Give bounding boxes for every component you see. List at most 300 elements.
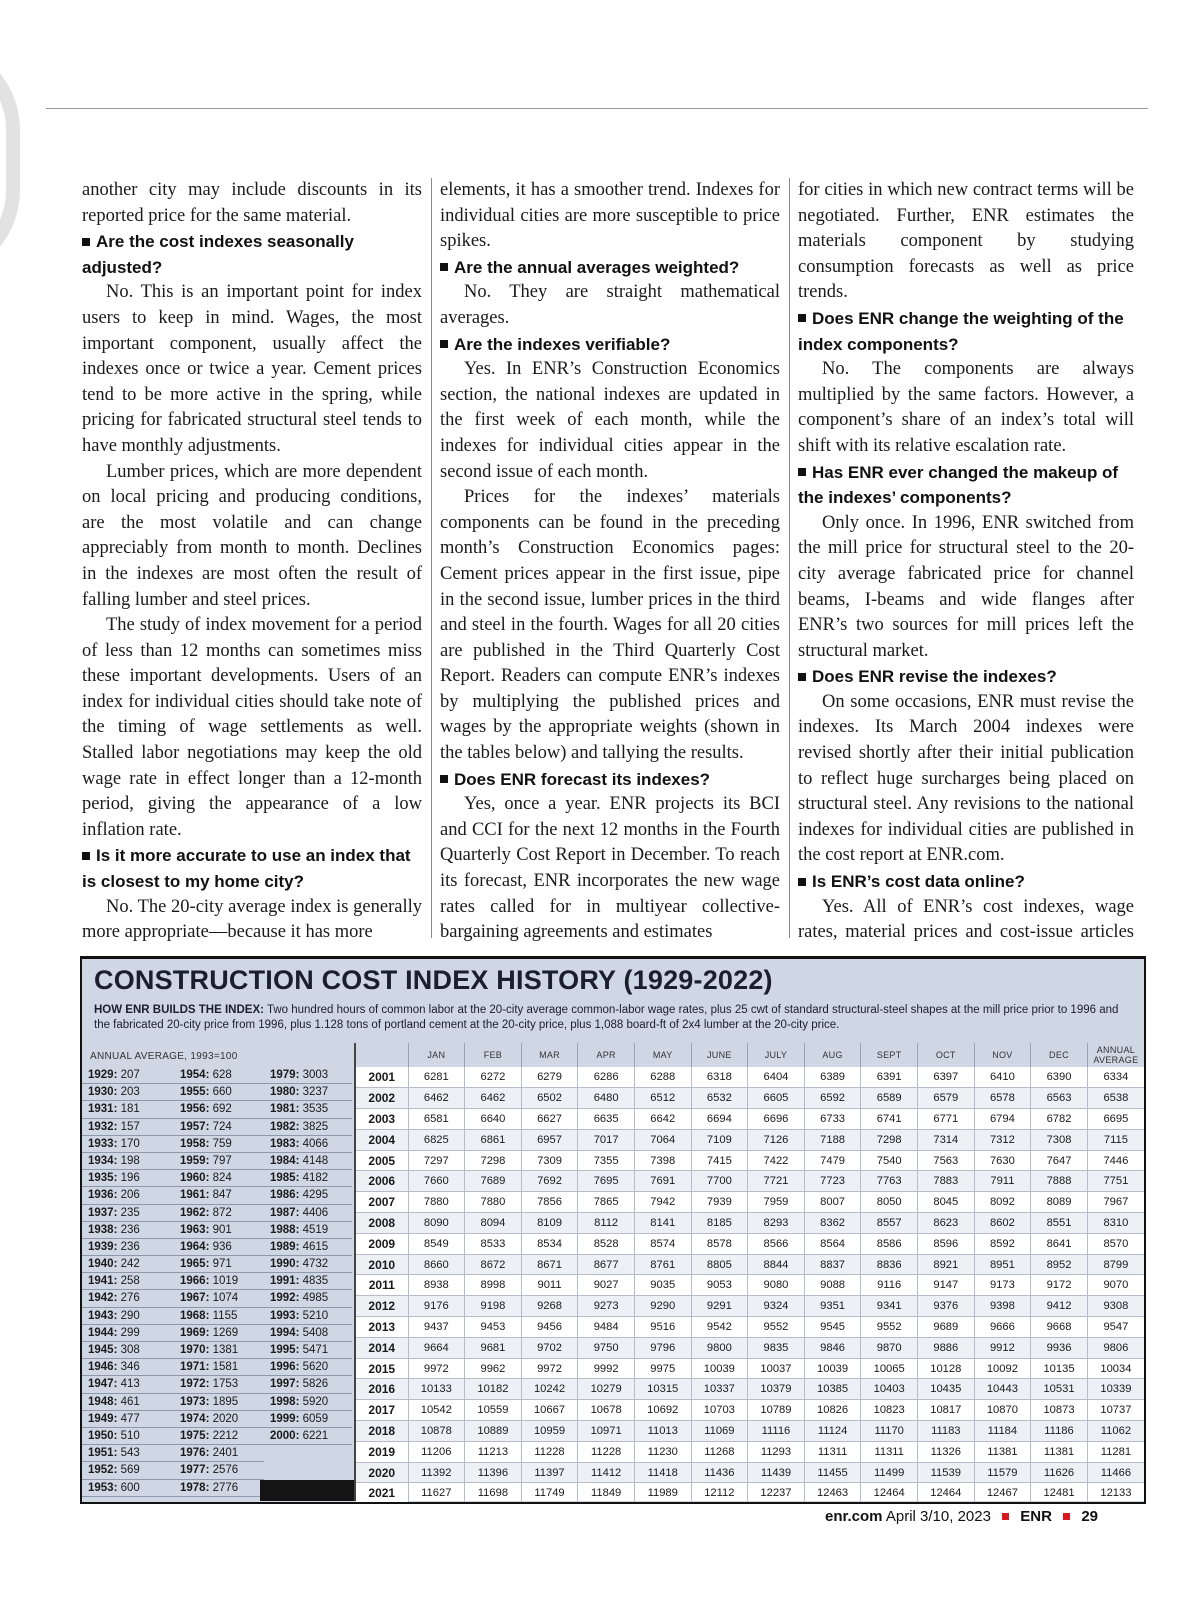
annual-average-item xyxy=(174,1462,264,1479)
index-value: 8564 xyxy=(804,1233,861,1254)
row-year: 2001 xyxy=(356,1067,408,1088)
body-paragraph xyxy=(82,178,422,229)
annual-average-item xyxy=(264,1222,352,1239)
separator: : xyxy=(205,1292,213,1305)
index-value: 7312 xyxy=(974,1129,1031,1150)
index-value: 6733 xyxy=(804,1109,861,1130)
paragraph-text: No. The 20-city average index is generally more appropriate—because it has more xyxy=(82,896,422,943)
monthly-index-panel xyxy=(354,1043,1144,1501)
annual-average-column xyxy=(174,1067,264,1497)
index-value: 10039 xyxy=(691,1358,748,1379)
index-value: 7309 xyxy=(521,1150,578,1171)
separator: : xyxy=(205,1137,213,1150)
index-value: 7967 xyxy=(1087,1192,1144,1213)
annual-value: 692 xyxy=(212,1103,232,1116)
index-value: 11539 xyxy=(917,1462,974,1483)
annual-average-item xyxy=(82,1308,174,1325)
bullet-square-icon xyxy=(798,878,806,886)
month-header-row xyxy=(356,1043,1144,1067)
table-grid xyxy=(82,1043,1144,1501)
annual-value: 4406 xyxy=(302,1206,329,1219)
index-value: 8310 xyxy=(1087,1213,1144,1234)
index-value: 7939 xyxy=(691,1192,748,1213)
index-value: 9796 xyxy=(634,1337,691,1358)
annual-value: 235 xyxy=(120,1206,140,1219)
index-value: 10279 xyxy=(578,1379,635,1400)
index-value: 10443 xyxy=(974,1379,1031,1400)
separator: : xyxy=(295,1069,303,1081)
separator: : xyxy=(205,1223,213,1236)
index-value: 7856 xyxy=(521,1192,578,1213)
index-value: 6695 xyxy=(1087,1109,1144,1130)
annual-value: 1155 xyxy=(212,1309,238,1322)
annual-average-item xyxy=(264,1273,352,1290)
annual-average-item xyxy=(264,1136,352,1153)
index-value: 9341 xyxy=(861,1296,918,1317)
annual-average-item xyxy=(174,1428,264,1445)
annual-average-item xyxy=(174,1273,264,1290)
index-value: 8805 xyxy=(691,1254,748,1275)
annual-year: 1980 xyxy=(270,1086,296,1099)
footer-magazine: ENR xyxy=(1020,1508,1052,1525)
annual-value: 198 xyxy=(120,1154,140,1167)
separator: : xyxy=(113,1344,121,1356)
index-value: 8844 xyxy=(748,1254,805,1275)
monthly-index-table xyxy=(356,1043,1144,1504)
index-value: 11418 xyxy=(634,1462,691,1483)
row-year: 2002 xyxy=(356,1088,408,1109)
annual-value: 3825 xyxy=(302,1120,329,1133)
month-column-header: OCT xyxy=(917,1043,974,1067)
annual-value: 461 xyxy=(120,1395,140,1408)
annual-average-item xyxy=(174,1290,264,1307)
index-value: 10182 xyxy=(465,1379,522,1400)
annual-average-item xyxy=(82,1153,174,1170)
annual-value: 170 xyxy=(120,1137,140,1150)
month-column-header: ANNUAL AVERAGE xyxy=(1087,1043,1144,1067)
month-column-header: AUG xyxy=(804,1043,861,1067)
annual-average-item xyxy=(82,1376,174,1393)
bullet-square-icon xyxy=(440,263,448,271)
index-value: 9116 xyxy=(861,1275,918,1296)
table-row xyxy=(356,1150,1144,1171)
month-column-header: APR xyxy=(578,1043,635,1067)
annual-average-item xyxy=(174,1394,264,1411)
separator: : xyxy=(205,1103,213,1116)
annual-value: 196 xyxy=(120,1172,140,1185)
index-value: 10870 xyxy=(974,1400,1031,1421)
index-value: 9172 xyxy=(1031,1275,1088,1296)
index-value: 9027 xyxy=(578,1275,635,1296)
question-heading xyxy=(798,664,1134,690)
index-value: 11466 xyxy=(1087,1462,1144,1483)
article-column-2 xyxy=(438,178,782,946)
annual-year: 1953 xyxy=(88,1481,114,1494)
index-value: 9750 xyxy=(578,1337,635,1358)
index-value: 7942 xyxy=(634,1192,691,1213)
index-value: 9516 xyxy=(634,1317,691,1338)
row-year: 2009 xyxy=(356,1233,408,1254)
annual-value: 236 xyxy=(120,1223,140,1236)
table-row xyxy=(356,1379,1144,1400)
annual-average-panel xyxy=(82,1043,354,1501)
index-value: 9542 xyxy=(691,1317,748,1338)
footer-site: enr.com xyxy=(825,1508,883,1525)
index-value: 7479 xyxy=(804,1150,861,1171)
annual-value: 971 xyxy=(212,1258,232,1271)
annual-average-item xyxy=(264,1187,352,1204)
table-row xyxy=(356,1213,1144,1234)
row-year: 2015 xyxy=(356,1358,408,1379)
annual-average-item xyxy=(264,1376,352,1393)
index-value: 8534 xyxy=(521,1233,578,1254)
table-row xyxy=(356,1358,1144,1379)
index-value: 6642 xyxy=(634,1109,691,1130)
index-value: 7751 xyxy=(1087,1171,1144,1192)
bullet-square-icon xyxy=(82,238,90,246)
annual-year: 1996 xyxy=(270,1361,296,1374)
index-value: 10315 xyxy=(634,1379,691,1400)
annual-value: 510 xyxy=(120,1429,140,1442)
annual-value: 207 xyxy=(120,1069,140,1081)
table-row xyxy=(356,1317,1144,1338)
index-value: 8836 xyxy=(861,1254,918,1275)
annual-value: 4615 xyxy=(302,1240,329,1253)
index-value: 9453 xyxy=(465,1317,522,1338)
index-value: 10678 xyxy=(578,1400,635,1421)
annual-value: 290 xyxy=(120,1309,140,1322)
separator: : xyxy=(295,1172,303,1185)
index-value: 7723 xyxy=(804,1171,861,1192)
separator: : xyxy=(295,1412,303,1425)
annual-average-item xyxy=(174,1411,264,1428)
row-year: 2003 xyxy=(356,1109,408,1130)
index-value: 8596 xyxy=(917,1233,974,1254)
index-value: 6696 xyxy=(748,1109,805,1130)
index-value: 7297 xyxy=(408,1150,465,1171)
annual-average-item xyxy=(174,1239,264,1256)
index-value: 10128 xyxy=(917,1358,974,1379)
question-heading xyxy=(440,332,780,358)
annual-value: 206 xyxy=(120,1189,140,1202)
question-text: Are the cost indexes seasonally adjusted? xyxy=(82,232,354,277)
annual-value: 5826 xyxy=(302,1378,329,1391)
separator: : xyxy=(205,1240,213,1253)
annual-year: 1931 xyxy=(88,1103,114,1116)
table-row xyxy=(356,1129,1144,1150)
index-value: 9666 xyxy=(974,1317,1031,1338)
index-value: 6462 xyxy=(408,1088,465,1109)
annual-value: 1269 xyxy=(212,1326,239,1339)
index-value: 11412 xyxy=(578,1462,635,1483)
question-text: Does ENR change the weighting of the index components? xyxy=(798,308,1124,354)
separator: : xyxy=(295,1120,303,1133)
annual-value: 203 xyxy=(120,1086,140,1099)
annual-value: 2401 xyxy=(212,1447,239,1460)
separator: : xyxy=(205,1309,213,1322)
index-value: 9681 xyxy=(465,1337,522,1358)
annual-year: 1942 xyxy=(88,1292,114,1305)
index-value: 11396 xyxy=(465,1462,522,1483)
annual-year: 1954 xyxy=(180,1069,206,1081)
paragraph-text: another city may include discounts in its reported price for the same material. xyxy=(82,180,422,226)
index-value: 9545 xyxy=(804,1317,861,1338)
separator: : xyxy=(295,1309,303,1322)
index-value: 9484 xyxy=(578,1317,635,1338)
annual-average-item xyxy=(174,1445,264,1462)
annual-year: 1964 xyxy=(180,1240,206,1253)
row-year: 2012 xyxy=(356,1296,408,1317)
separator: : xyxy=(205,1326,213,1339)
annual-value: 1753 xyxy=(212,1378,239,1391)
index-value: 9972 xyxy=(521,1358,578,1379)
question-text: Does ENR revise the indexes? xyxy=(812,667,1057,687)
annual-year: 1971 xyxy=(180,1361,206,1374)
annual-year: 1933 xyxy=(88,1137,114,1150)
annual-year: 1992 xyxy=(270,1292,296,1305)
table-row xyxy=(356,1296,1144,1317)
index-value: 8799 xyxy=(1087,1254,1144,1275)
index-value: 12237 xyxy=(748,1483,805,1504)
decorative-page-arc xyxy=(0,40,20,280)
annual-year: 1960 xyxy=(180,1172,206,1185)
separator: : xyxy=(205,1429,213,1442)
annual-average-item xyxy=(174,1187,264,1204)
index-value: 8112 xyxy=(578,1213,635,1234)
annual-value: 236 xyxy=(120,1240,140,1253)
table-description-text: Two hundred hours of common labor at the 20-city average common-labor wage rates, plus 25 cwt of standard structural-steel shapes at the mill price prior to 1996 and the fabricated 20-city price from 1996, plus 1.128 tons of portland cement at the 20-city price, plus 1,088 board-ft of 2x4 lumber at the 20-city price. xyxy=(94,1004,1119,1031)
annual-average-item xyxy=(264,1153,352,1170)
index-value: 8533 xyxy=(465,1233,522,1254)
annual-year: 1995 xyxy=(270,1344,296,1356)
index-value: 7700 xyxy=(691,1171,748,1192)
annual-value: 4148 xyxy=(302,1154,329,1167)
index-value: 11230 xyxy=(634,1441,691,1462)
index-value: 10034 xyxy=(1087,1358,1144,1379)
separator: : xyxy=(205,1258,213,1271)
separator: : xyxy=(295,1292,303,1305)
index-value: 7721 xyxy=(748,1171,805,1192)
annual-average-item xyxy=(264,1170,352,1187)
annual-average-item xyxy=(82,1342,174,1359)
index-value: 9268 xyxy=(521,1296,578,1317)
index-value: 8185 xyxy=(691,1213,748,1234)
index-value: 11311 xyxy=(804,1441,861,1462)
annual-year: 1946 xyxy=(88,1361,114,1374)
index-value: 9668 xyxy=(1031,1317,1088,1338)
separator: : xyxy=(295,1344,303,1356)
annual-value: 824 xyxy=(212,1172,232,1185)
question-text: Is it more accurate to use an index that is closest to my home city? xyxy=(82,846,411,892)
annual-value: 5920 xyxy=(302,1395,329,1408)
index-value: 10737 xyxy=(1087,1400,1144,1421)
annual-year: 1958 xyxy=(180,1137,206,1150)
body-paragraph xyxy=(440,178,780,255)
index-value: 9351 xyxy=(804,1296,861,1317)
annual-year: 1941 xyxy=(88,1275,114,1288)
index-value: 11170 xyxy=(861,1421,918,1442)
annual-value: 276 xyxy=(120,1292,140,1305)
index-value: 7689 xyxy=(465,1171,522,1192)
question-heading xyxy=(440,255,780,281)
index-value: 6957 xyxy=(521,1129,578,1150)
table-row xyxy=(356,1233,1144,1254)
body-paragraph xyxy=(82,280,422,459)
index-value: 9912 xyxy=(974,1337,1031,1358)
index-value: 12481 xyxy=(1031,1483,1088,1504)
index-value: 12133 xyxy=(1087,1483,1144,1504)
annual-value: 3003 xyxy=(302,1069,329,1081)
index-value: 6605 xyxy=(748,1088,805,1109)
table-row xyxy=(356,1441,1144,1462)
index-value: 11439 xyxy=(748,1462,805,1483)
index-value: 6390 xyxy=(1031,1067,1088,1088)
paragraph-text: Only once. In 1996, ENR switched from the mill price for structural steel to the 20-city average fabricated price for channel beams, I-beams and wide flanges after ENR’s two sources for mill prices left the structural market. xyxy=(798,512,1134,661)
index-value: 11213 xyxy=(465,1441,522,1462)
index-value: 8921 xyxy=(917,1254,974,1275)
table-title: CONSTRUCTION COST INDEX HISTORY (1929-2022) xyxy=(94,965,773,995)
separator: : xyxy=(113,1172,121,1185)
annual-value: 936 xyxy=(212,1240,232,1253)
annual-average-item xyxy=(174,1256,264,1273)
body-paragraph xyxy=(798,178,1134,306)
annual-year: 1950 xyxy=(88,1429,114,1442)
annual-value: 4295 xyxy=(302,1189,329,1202)
annual-year: 1974 xyxy=(180,1412,206,1425)
index-value: 9689 xyxy=(917,1317,974,1338)
month-column-header: JULY xyxy=(748,1043,805,1067)
row-year: 2006 xyxy=(356,1171,408,1192)
index-value: 9011 xyxy=(521,1275,578,1296)
row-year: 2011 xyxy=(356,1275,408,1296)
annual-year: 1970 xyxy=(180,1344,206,1356)
month-column-header: SEPT xyxy=(861,1043,918,1067)
index-value: 8586 xyxy=(861,1233,918,1254)
index-value: 9456 xyxy=(521,1317,578,1338)
annual-year: 1989 xyxy=(270,1240,296,1253)
body-paragraph xyxy=(798,895,1134,946)
index-value: 6578 xyxy=(974,1088,1031,1109)
annual-year: 1961 xyxy=(180,1189,206,1202)
annual-year: 1936 xyxy=(88,1189,114,1202)
annual-value: 2776 xyxy=(212,1481,239,1494)
index-value: 9992 xyxy=(578,1358,635,1379)
body-paragraph xyxy=(798,511,1134,665)
index-value: 11579 xyxy=(974,1462,1031,1483)
index-value: 8677 xyxy=(578,1254,635,1275)
annual-average-item xyxy=(82,1445,174,1462)
annual-average-column xyxy=(82,1067,174,1497)
month-column-header: FEB xyxy=(465,1043,522,1067)
index-value: 9290 xyxy=(634,1296,691,1317)
index-value: 9886 xyxy=(917,1337,974,1358)
separator: : xyxy=(295,1223,303,1236)
table-row xyxy=(356,1421,1144,1442)
index-value: 6397 xyxy=(917,1067,974,1088)
index-value: 9053 xyxy=(691,1275,748,1296)
row-year: 2007 xyxy=(356,1192,408,1213)
index-value: 11069 xyxy=(691,1421,748,1442)
index-value: 8938 xyxy=(408,1275,465,1296)
index-value: 9324 xyxy=(748,1296,805,1317)
index-value: 11293 xyxy=(748,1441,805,1462)
annual-average-item xyxy=(174,1222,264,1239)
index-value: 11206 xyxy=(408,1441,465,1462)
annual-average-item xyxy=(82,1187,174,1204)
annual-year: 1948 xyxy=(88,1395,114,1408)
index-value: 6640 xyxy=(465,1109,522,1130)
table-row xyxy=(356,1337,1144,1358)
bullet-square-icon xyxy=(440,775,448,783)
index-value: 8574 xyxy=(634,1233,691,1254)
annual-year: 1943 xyxy=(88,1309,114,1322)
row-year: 2005 xyxy=(356,1150,408,1171)
index-value: 12467 xyxy=(974,1483,1031,1504)
annual-year: 1987 xyxy=(270,1206,296,1219)
separator: : xyxy=(113,1154,121,1167)
annual-value: 569 xyxy=(120,1464,140,1477)
separator: : xyxy=(205,1086,213,1099)
separator: : xyxy=(113,1361,121,1374)
row-year: 2019 xyxy=(356,1441,408,1462)
annual-value: 4182 xyxy=(302,1172,329,1185)
annual-average-item xyxy=(82,1256,174,1273)
index-value: 9308 xyxy=(1087,1296,1144,1317)
annual-year: 1929 xyxy=(88,1069,114,1081)
index-value: 11381 xyxy=(1031,1441,1088,1462)
index-value: 7763 xyxy=(861,1171,918,1192)
index-value: 7695 xyxy=(578,1171,635,1192)
row-year: 2010 xyxy=(356,1254,408,1275)
annual-year: 1956 xyxy=(180,1103,206,1116)
paragraph-text: Lumber prices, which are more dependent on local pricing and producing conditions, are the most volatile and can change appreciably from month to month. Declines in the indexes are most often the result of falling lumber and steel prices. xyxy=(82,461,422,610)
annual-value: 628 xyxy=(212,1069,232,1081)
body-paragraph xyxy=(440,485,780,767)
index-value: 7647 xyxy=(1031,1150,1088,1171)
paragraph-text: No. The components are always multiplied by the same factors. However, a component’s share of an index’s total will shift with its relative escalation rate. xyxy=(798,359,1134,456)
month-column-header: JUNE xyxy=(691,1043,748,1067)
body-paragraph xyxy=(82,460,422,614)
annual-value: 3535 xyxy=(302,1103,329,1116)
index-value: 8090 xyxy=(408,1213,465,1234)
index-value: 11228 xyxy=(521,1441,578,1462)
index-value: 7880 xyxy=(465,1192,522,1213)
separator: : xyxy=(205,1447,213,1460)
annual-average-item xyxy=(174,1480,264,1497)
index-value: 6589 xyxy=(861,1088,918,1109)
index-value: 9376 xyxy=(917,1296,974,1317)
table-description xyxy=(82,999,1144,1039)
annual-value: 2020 xyxy=(212,1412,239,1425)
index-value: 11228 xyxy=(578,1441,635,1462)
annual-average-item xyxy=(264,1411,352,1428)
annual-average-item xyxy=(264,1428,352,1445)
question-heading xyxy=(798,460,1134,511)
index-value: 8557 xyxy=(861,1213,918,1234)
annual-average-item xyxy=(82,1325,174,1342)
table-row xyxy=(356,1067,1144,1088)
separator: : xyxy=(295,1326,303,1339)
index-value: 9962 xyxy=(465,1358,522,1379)
annual-year: 1932 xyxy=(88,1120,114,1133)
paragraph-text: Prices for the indexes’ materials components can be found in the preceding month’s Construction Economics pages: Cement prices appear in the first issue, pipe in the second issue, lumber prices in the third and steel in the fourth. Wages for all 20 cities are published in the Third Quarterly Cost Report. Readers can compute ENR’s indexes by multiplying the published prices and wages by the appropriate weights (shown in the tables below) and tallying the results. xyxy=(440,487,780,764)
annual-year: 1949 xyxy=(88,1412,114,1425)
index-value: 7109 xyxy=(691,1129,748,1150)
annual-average-item xyxy=(82,1119,174,1136)
separator: : xyxy=(113,1464,121,1477)
annual-average-item xyxy=(82,1273,174,1290)
index-value: 7959 xyxy=(748,1192,805,1213)
